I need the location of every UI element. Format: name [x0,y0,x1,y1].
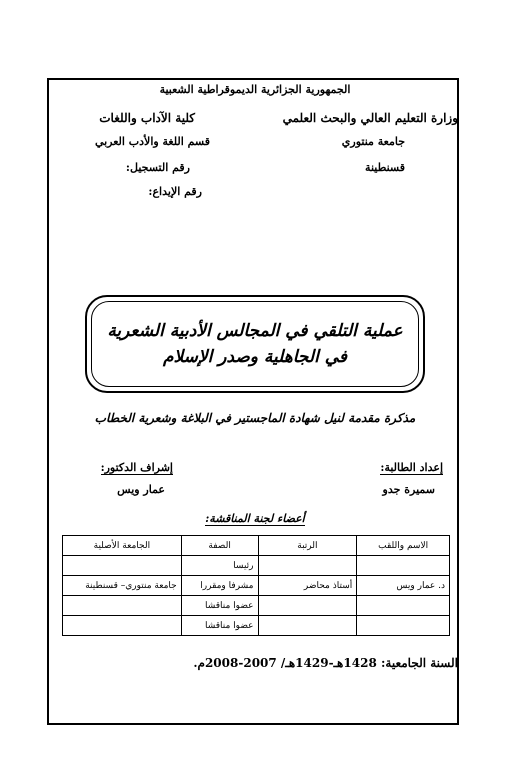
city-name: قسنطينة [365,161,405,174]
prepared-by-label: إعداد الطالبة: [380,461,443,474]
cell-university [63,616,182,636]
supervisor-label: إشراف الدكتور: [100,461,173,474]
cell-rank [258,616,357,636]
committee-table [62,535,450,636]
faculty-name: كلية الآداب واللغات [99,111,195,125]
cell-university [63,596,182,616]
cell-name [357,596,450,616]
thesis-title-line-1: عملية التلقي في المجالس الأدبية الشعرية [107,320,403,341]
table-row [63,596,450,616]
student-name: سميرة جدو [382,483,435,496]
supervisor-name: عمار ويس [117,483,165,496]
academic-year: السنة الجامعية: 1428هـ-1429هـ/ 2007-2008م. [193,656,458,670]
table-row [63,556,450,576]
ministry-name: وزارة التعليم العالي والبحث العلمي [282,111,458,125]
table-row [63,576,450,596]
cell-role: مشرفا ومقررا [181,576,258,596]
registration-number-label: رقم التسجيل: [125,161,190,174]
thesis-title-line-2: في الجاهلية وصدر الإسلام [162,347,348,367]
cell-role: عضوا مناقشا [181,596,258,616]
cell-name [357,556,450,576]
table-header-row [63,536,450,556]
header-role: الصفة [181,536,258,556]
university-name: جامعة منتوري [341,135,405,148]
title-inner-frame [91,301,419,387]
header-university: الجامعة الأصلية [63,536,182,556]
cell-name [357,616,450,636]
cell-rank [258,596,357,616]
committee-heading [0,512,510,525]
header-name: الاسم واللقب [357,536,450,556]
table-row [63,616,450,636]
cell-name: د. عمار ويس [357,576,450,596]
deposit-number-label: رقم الإيداع: [148,185,202,198]
title-frame [85,295,425,393]
committee-heading-text: أعضاء لجنة المناقشة: [205,512,305,525]
cell-rank: أستاذ محاضر [258,576,357,596]
cell-rank [258,556,357,576]
cell-role: عضوا مناقشا [181,616,258,636]
cell-university [63,556,182,576]
thesis-subtitle: مذكرة مقدمة لنيل شهادة الماجستير في البلاغة وشعرية الخطاب [94,411,416,425]
cell-role: رئيسا [181,556,258,576]
department-name: قسم اللغة والأدب العربي [94,135,210,148]
cell-university: جامعة منتوري– قسنطينة [63,576,182,596]
republic-name: الجمهورية الجزائرية الديموقراطية الشعبية [159,83,351,96]
header-rank: الرتبة [258,536,357,556]
